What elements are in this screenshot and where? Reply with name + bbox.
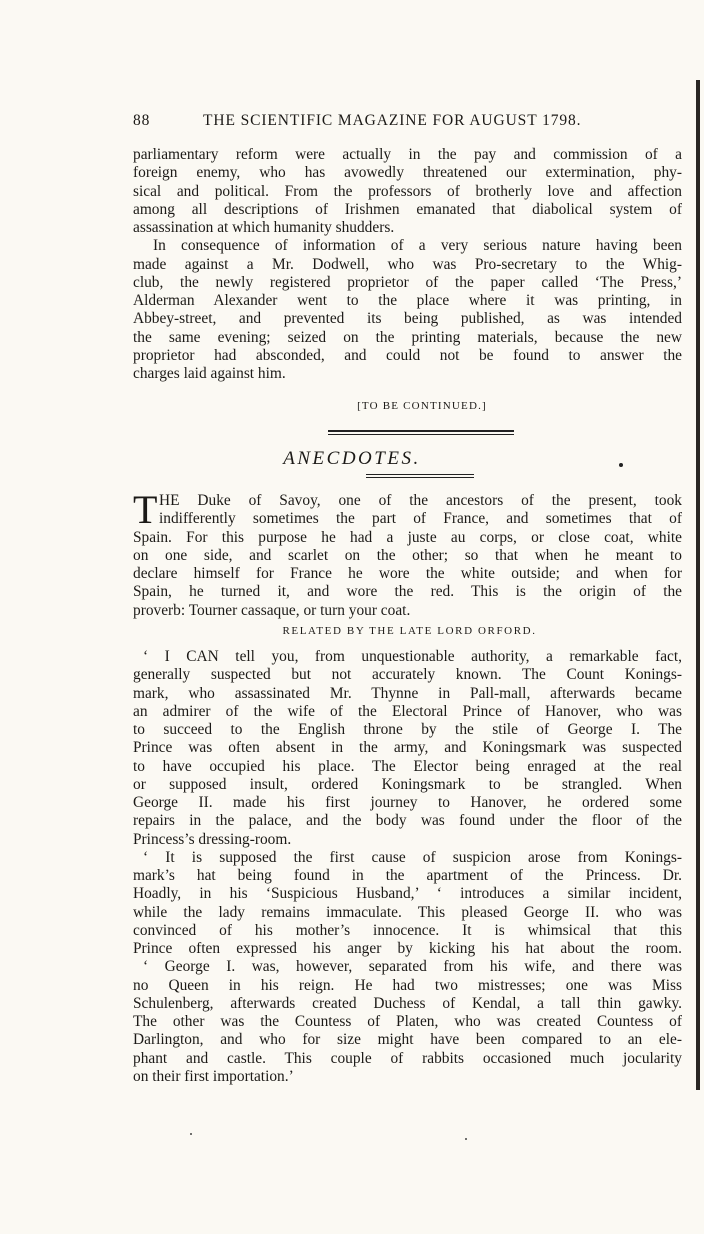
text-line: made against a Mr. Dodwell, who was Pro-secretary to the Whig- (133, 255, 682, 273)
drop-capital: T (133, 487, 158, 532)
text-line: In consequence of information of a very serious nature having been (153, 237, 682, 255)
text-line: proverb: Tourner cassaque, or turn your coat. (133, 601, 411, 619)
text-line: parliamentary reform were actually in the pay and commission of a (133, 146, 682, 163)
text-line: on one side, and scarlet on the other; so that when he meant to (133, 546, 682, 564)
text-line: Darlington, and who for size might have been compared to an ele- (133, 1031, 682, 1049)
text-line: generally suspected but not accurately known. The Count Konings- (133, 666, 682, 684)
text-line: the same evening; seized on the printing materials, because the new (133, 328, 682, 346)
section-title: ANECDOTES. (283, 448, 421, 469)
text-line: Princess’s dressing-room. (133, 830, 292, 848)
anecdote-savoy (133, 487, 682, 620)
text-line: convinced of his mother’s innocence. It is whimsical that this (133, 921, 682, 939)
text-line: Spain. For this purpose he had a juste au corps, or close coat, white (133, 528, 682, 546)
to-be-continued (0, 400, 704, 412)
text-line: mark’s hat being found in the apartment of the Princess. Dr. (133, 867, 682, 884)
text-line: ‘ It is supposed the first cause of suspicion arose from Konings- (143, 848, 682, 866)
text-line: proprietor had absconded, and could not be found to answer the (133, 346, 682, 364)
text-line: while the lady remains immaculate. This pleased George II. who was (133, 903, 682, 921)
text-line: Hoadly, in his ‘Suspicious Husband,’ ‘ introduces a similar incident, (133, 885, 682, 903)
text-line: or supposed insult, ordered Koningsmark to be strangled. When (133, 775, 682, 793)
text-line: mark, who assassinated Mr. Thynne in Pall-mall, afterwards became (133, 684, 682, 702)
printer-speck (619, 463, 623, 467)
text-line: club, the newly registered proprietor of the paper called ‘The Press,’ (133, 273, 682, 291)
orford-anecdote (133, 648, 682, 1086)
article-continuation (133, 146, 682, 383)
text-line: to have occupied his place. The Elector being enraged at the real (133, 757, 682, 775)
to-be-continued-label: [TO BE CONTINUED.] (357, 400, 487, 412)
related-heading-label: RELATED BY THE LATE LORD ORFORD. (282, 625, 537, 637)
text-line: indifferently sometimes the part of France, and sometimes that of (159, 510, 682, 528)
text-line: Spain, he turned it, and wore the red. This is the origin of the (133, 583, 682, 601)
text-line: declare himself for France he wore the white outside; and when for (133, 565, 682, 583)
text-line: phant and castle. This couple of rabbits occasioned much jocularity (133, 1049, 682, 1067)
text-line: Prince was often absent in the army, and Koningsmark was suspected (133, 739, 682, 757)
text-line: no Queen in his reign. He had two mistresses; one was Miss (133, 976, 682, 994)
text-line: sical and political. From the professors of brotherly love and affection (133, 182, 682, 200)
text-line: ‘ George I. was, however, separated from his wife, and there was (143, 958, 682, 976)
title-rule-1 (366, 474, 474, 475)
text-line: ‘ I CAN tell you, from unquestionable authority, a remarkable fact, (143, 648, 682, 665)
text-line: repairs in the palace, and the body was found under the floor of the (133, 812, 682, 830)
text-line: Schulenberg, afterwards created Duchess of Kendal, a tall thin gawky. (133, 994, 682, 1012)
text-line: assassination at which humanity shudders. (133, 219, 395, 236)
running-title: THE SCIENTIFIC MAGAZINE FOR AUGUST 1798. (203, 112, 582, 129)
text-line: charges laid against him. (133, 365, 286, 382)
double-rule-bottom (328, 434, 514, 435)
text-line: George II. made his first journey to Hanover, he ordered some (133, 794, 682, 811)
text-line: among all descriptions of Irishmen emanated that diabolical system of (133, 200, 682, 218)
page-number: 88 (133, 112, 151, 129)
page-header (133, 112, 683, 136)
ink-speck (465, 1138, 467, 1140)
text-line: an admirer of the wife of the Electoral Prince of Hanover, who was (133, 702, 682, 720)
binding-edge (696, 80, 700, 1090)
text-line: The other was the Countess of Platen, who was created Countess of (133, 1013, 682, 1030)
title-rule-2 (366, 477, 474, 478)
text-line: Prince often expressed his anger by kicking his hat about the room. (133, 940, 682, 957)
text-line: HE Duke of Savoy, one of the ancestors of the present, took (159, 492, 682, 509)
text-line: Abbey-street, and prevented its being published, as was intended (133, 310, 682, 328)
related-heading (0, 625, 704, 637)
double-rule-top (328, 430, 514, 432)
text-line: on their first importation.’ (133, 1067, 294, 1085)
text-line: Alderman Alexander went to the place where it was printing, in (133, 292, 682, 309)
text-line: to succeed to the English throne by the stile of George I. The (133, 721, 682, 738)
text-line: foreign enemy, who has avowedly threatened our extermination, phy- (133, 164, 682, 182)
ink-speck (190, 1133, 192, 1135)
